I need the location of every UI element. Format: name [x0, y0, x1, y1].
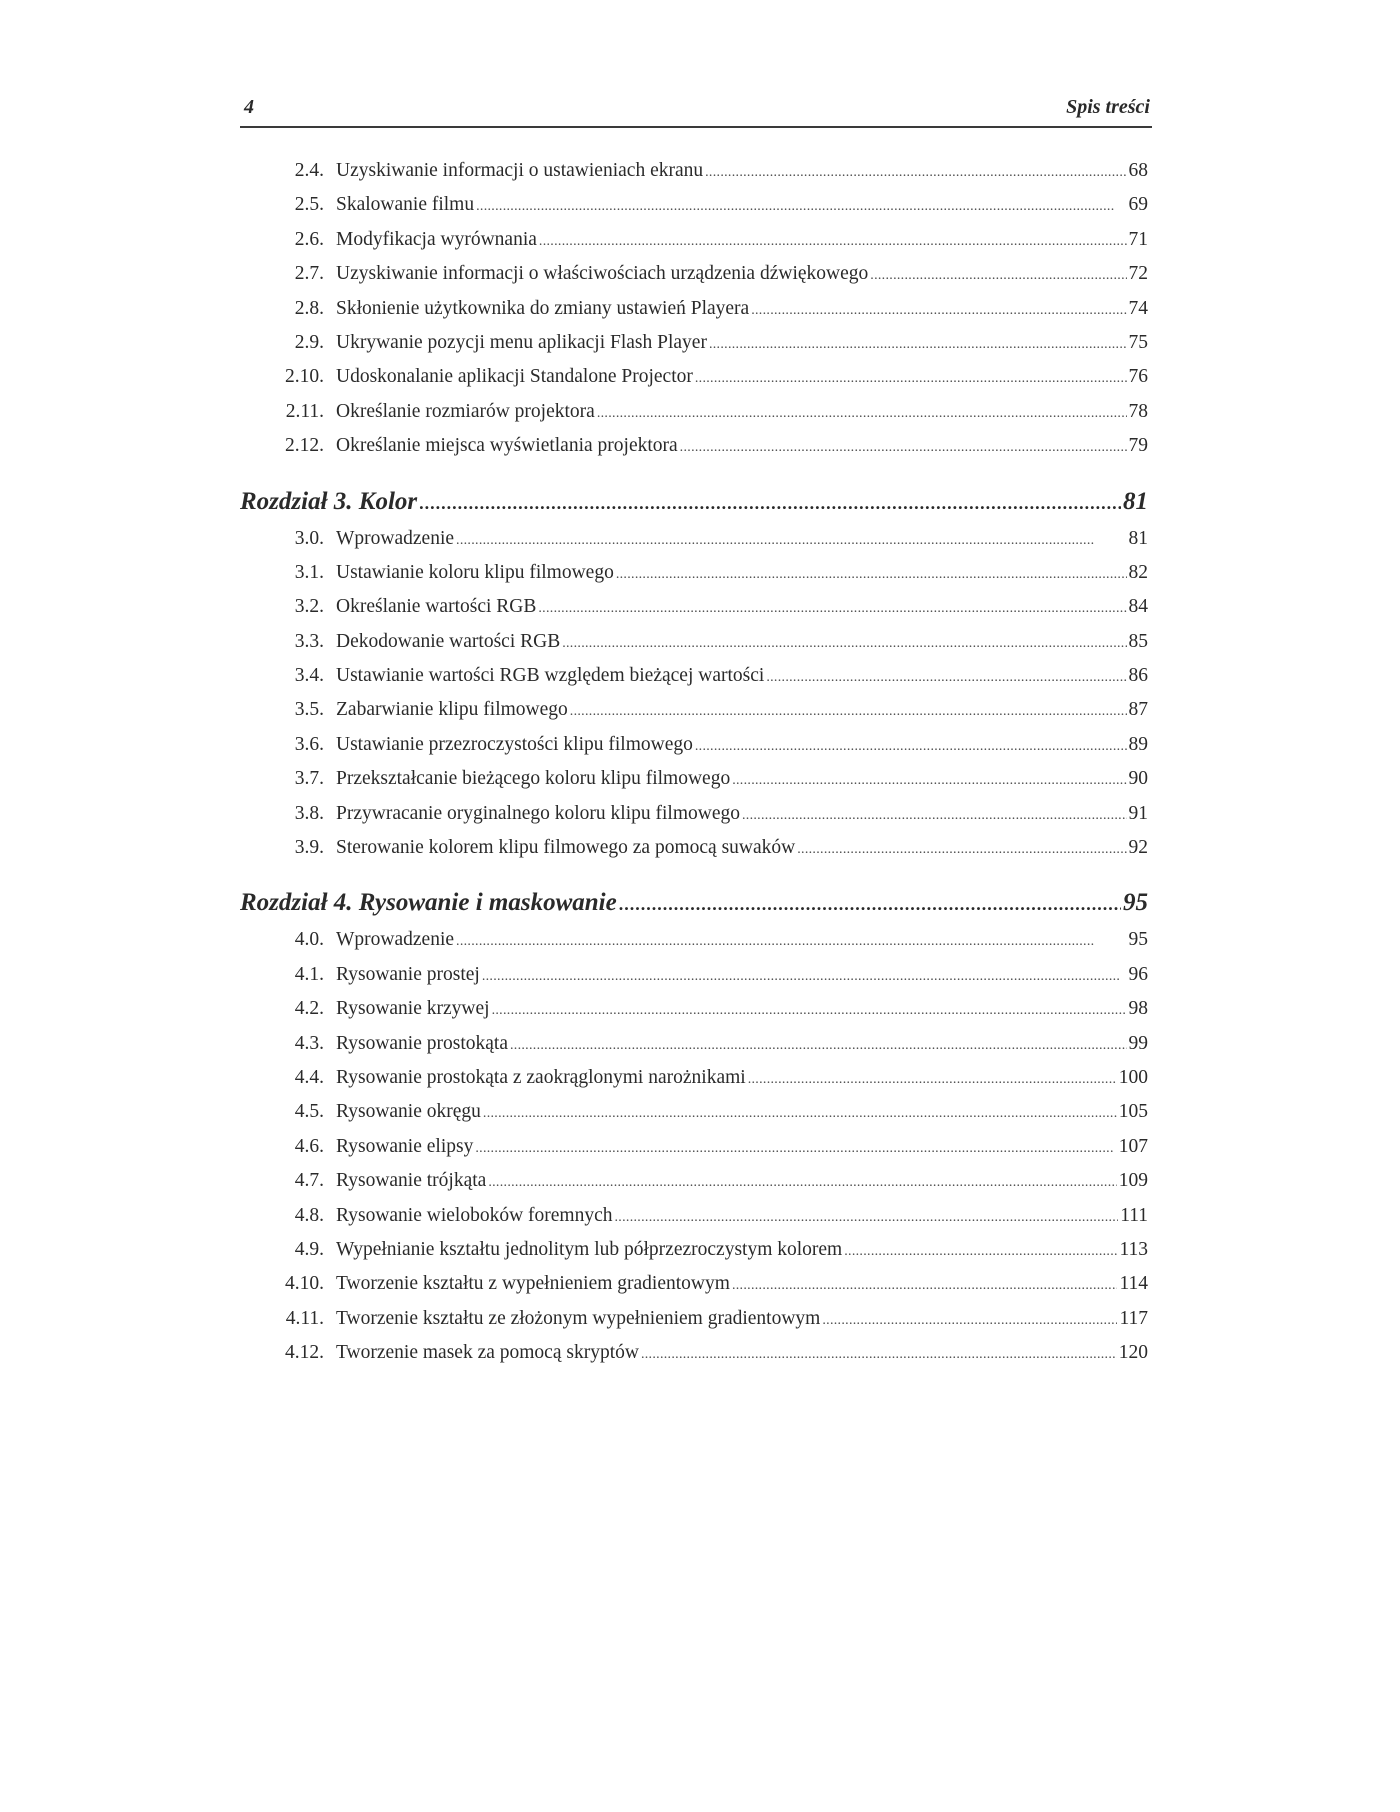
- dot-leader: [456, 533, 1126, 549]
- entry-page-number: 87: [1128, 699, 1148, 721]
- entry-title: Rysowanie trójkąta: [336, 1170, 487, 1192]
- entry-number: 2.6.: [294, 228, 324, 250]
- entry-title: Rysowanie wieloboków foremnych: [336, 1204, 613, 1226]
- toc-entry[interactable]: [240, 1170, 1152, 1204]
- entry-title: Ustawianie koloru klipu filmowego: [336, 561, 614, 583]
- toc-entry[interactable]: [240, 528, 1152, 562]
- entry-page-number: 109: [1118, 1170, 1148, 1192]
- entry-page-number: 99: [1128, 1032, 1148, 1054]
- entry-title: Ustawianie wartości RGB względem bieżącej wartości: [336, 665, 765, 687]
- toc-entry[interactable]: [240, 964, 1152, 998]
- entry-title: Tworzenie kształtu ze złożonym wypełnieniem gradientowym: [336, 1307, 821, 1329]
- entry-title: Przywracanie oryginalnego koloru klipu filmowego: [336, 802, 740, 824]
- entry-title: Skalowanie filmu: [336, 194, 475, 216]
- toc-entry[interactable]: [240, 1101, 1152, 1135]
- entry-title: Modyfikacja wyrównania: [336, 228, 537, 250]
- entry-title: Dekodowanie wartości RGB: [336, 630, 561, 652]
- entry-page-number: 95: [1128, 929, 1148, 951]
- page-header: [240, 96, 1152, 128]
- entry-page-number: 68: [1128, 160, 1148, 181]
- toc-entry[interactable]: [240, 1239, 1152, 1273]
- toc-entry[interactable]: [240, 332, 1152, 366]
- toc-entry[interactable]: [240, 229, 1152, 263]
- dot-leader: [751, 303, 1126, 319]
- dot-leader: [562, 636, 1126, 652]
- running-title: Spis treści: [1066, 96, 1150, 118]
- table-of-contents: [240, 160, 1152, 1377]
- toc-entry[interactable]: [240, 596, 1152, 630]
- dot-leader: [748, 1072, 1117, 1088]
- entry-page-number: 120: [1118, 1342, 1148, 1364]
- toc-entry[interactable]: [240, 1308, 1152, 1342]
- toc-entry[interactable]: [240, 298, 1152, 332]
- toc-entry[interactable]: [240, 768, 1152, 802]
- dot-leader: [538, 601, 1126, 617]
- entry-title: Ukrywanie pozycji menu aplikacji Flash Player: [336, 331, 707, 353]
- toc-entry[interactable]: [240, 837, 1152, 871]
- toc-entry[interactable]: [240, 366, 1152, 400]
- entry-number: 3.1.: [294, 561, 324, 583]
- entry-number: 2.10.: [285, 366, 324, 388]
- toc-entry[interactable]: [240, 194, 1152, 228]
- entry-title: Rysowanie prostokąta z zaokrąglonymi narożnikami: [336, 1066, 746, 1088]
- toc-entry[interactable]: [240, 1273, 1152, 1307]
- chapter-page-number: 95: [1123, 889, 1148, 917]
- entry-number: 2.12.: [285, 435, 324, 457]
- entry-page-number: 82: [1128, 561, 1148, 583]
- entry-page-number: 72: [1128, 263, 1148, 285]
- entry-title: Rysowanie prostokąta: [336, 1032, 508, 1054]
- toc-entry[interactable]: [240, 435, 1152, 469]
- dot-leader: [475, 1141, 1116, 1157]
- entry-number: 3.8.: [294, 802, 324, 824]
- dot-leader: [597, 406, 1127, 422]
- entry-page-number: 74: [1128, 297, 1148, 319]
- entry-number: 2.11.: [285, 400, 324, 422]
- entry-page-number: 84: [1128, 596, 1148, 618]
- dot-leader: [870, 268, 1126, 284]
- entry-page-number: 69: [1128, 194, 1148, 216]
- entry-number: 4.8.: [294, 1204, 324, 1226]
- entry-number: 4.9.: [294, 1238, 324, 1260]
- entry-page-number: 78: [1128, 400, 1148, 422]
- dot-leader: [709, 337, 1127, 353]
- dot-leader: [705, 165, 1126, 181]
- dot-leader: [844, 1244, 1117, 1260]
- entry-title: Uzyskiwanie informacji o ustawieniach ekranu: [336, 160, 704, 181]
- entry-title: Przekształcanie bieżącego koloru klipu filmowego: [336, 768, 731, 790]
- toc-entry[interactable]: [240, 263, 1152, 297]
- chapter-heading[interactable]: [240, 889, 1152, 929]
- chapter-page-number: 81: [1123, 487, 1148, 515]
- toc-entry[interactable]: [240, 1136, 1152, 1170]
- entry-title: Wypełnianie kształtu jednolitym lub półprzezroczystym kolorem: [336, 1238, 843, 1260]
- toc-entry[interactable]: [240, 1342, 1152, 1376]
- entry-number: 4.10.: [285, 1273, 324, 1295]
- entry-page-number: 98: [1128, 998, 1148, 1020]
- dot-leader: [641, 1347, 1117, 1363]
- entry-page-number: 113: [1119, 1238, 1148, 1260]
- chapter-title: Rozdział 3. Kolor: [240, 487, 418, 515]
- entry-number: 4.5.: [294, 1101, 324, 1123]
- entry-title: Rysowanie elipsy: [336, 1135, 474, 1157]
- entry-page-number: 90: [1128, 768, 1148, 790]
- dot-leader: [615, 1210, 1119, 1226]
- entry-page-number: 107: [1118, 1135, 1148, 1157]
- entry-title: Określanie rozmiarów projektora: [336, 400, 595, 422]
- entry-page-number: 111: [1120, 1204, 1148, 1226]
- toc-entry[interactable]: [240, 1067, 1152, 1101]
- dot-leader: [488, 1175, 1116, 1191]
- entry-number: 3.2.: [294, 596, 324, 618]
- toc-entry[interactable]: [240, 734, 1152, 768]
- dot-leader: [482, 969, 1127, 985]
- dot-leader: [492, 1003, 1127, 1019]
- entry-number: 3.5.: [294, 699, 324, 721]
- toc-entry[interactable]: [240, 631, 1152, 665]
- entry-page-number: 71: [1128, 228, 1148, 250]
- entry-number: 3.0.: [294, 527, 324, 549]
- entry-number: 4.6.: [294, 1135, 324, 1157]
- entry-number: 4.4.: [294, 1066, 324, 1088]
- dot-leader: [539, 234, 1127, 250]
- chapter-title: Rozdział 4. Rysowanie i maskowanie: [240, 889, 617, 917]
- entry-title: Ustawianie przezroczystości klipu filmowego: [336, 733, 693, 755]
- entry-number: 4.0.: [294, 929, 324, 951]
- entry-number: 3.4.: [294, 665, 324, 687]
- entry-page-number: 86: [1128, 665, 1148, 687]
- entry-title: Rysowanie krzywej: [336, 998, 490, 1020]
- entry-number: 3.6.: [294, 733, 324, 755]
- entry-title: Określanie wartości RGB: [336, 596, 537, 618]
- dot-leader: [483, 1106, 1117, 1122]
- chapter-heading[interactable]: [240, 488, 1152, 528]
- toc-entry[interactable]: [240, 929, 1152, 963]
- page-number: 4: [244, 96, 254, 118]
- dot-leader: [732, 773, 1126, 789]
- entry-number: 4.1.: [294, 963, 324, 985]
- entry-page-number: 114: [1119, 1273, 1148, 1295]
- entry-page-number: 81: [1128, 527, 1148, 549]
- dot-leader: [456, 934, 1126, 950]
- toc-entry[interactable]: [240, 803, 1152, 837]
- entry-title: Sterowanie kolorem klipu filmowego za pomocą suwaków: [336, 837, 796, 859]
- entry-title: Tworzenie masek za pomocą skryptów: [336, 1342, 639, 1364]
- entry-page-number: 89: [1128, 733, 1148, 755]
- entry-page-number: 100: [1118, 1066, 1148, 1088]
- toc-entry[interactable]: [240, 665, 1152, 699]
- entry-title: Udoskonalanie aplikacji Standalone Projector: [336, 366, 693, 388]
- dot-leader: [619, 894, 1121, 915]
- toc-entry[interactable]: [240, 562, 1152, 596]
- dot-leader: [695, 371, 1127, 387]
- entry-page-number: 75: [1128, 331, 1148, 353]
- dot-leader: [680, 440, 1127, 456]
- entry-number: 2.8.: [294, 297, 324, 319]
- entry-number: 3.9.: [294, 837, 324, 859]
- dot-leader: [742, 808, 1127, 824]
- entry-title: Wprowadzenie: [336, 929, 455, 951]
- entry-title: Zabarwianie klipu filmowego: [336, 699, 568, 721]
- entry-number: 4.7.: [294, 1170, 324, 1192]
- toc-entry[interactable]: [240, 1033, 1152, 1067]
- entry-title: Określanie miejsca wyświetlania projektora: [336, 435, 678, 457]
- entry-number: 4.11.: [285, 1307, 324, 1329]
- entry-number: 3.3.: [294, 630, 324, 652]
- entry-page-number: 105: [1118, 1101, 1148, 1123]
- entry-number: 2.9.: [294, 331, 324, 353]
- dot-leader: [570, 704, 1127, 720]
- entry-number: 3.7.: [294, 768, 324, 790]
- entry-page-number: 92: [1128, 837, 1148, 859]
- entry-page-number: 91: [1128, 802, 1148, 824]
- dot-leader: [476, 199, 1126, 215]
- dot-leader: [419, 493, 1121, 514]
- entry-page-number: 117: [1119, 1307, 1148, 1329]
- toc-entry[interactable]: [240, 699, 1152, 733]
- entry-title: Uzyskiwanie informacji o właściwościach urządzenia dźwiękowego: [336, 263, 869, 285]
- entry-title: Rysowanie okręgu: [336, 1101, 481, 1123]
- dot-leader: [732, 1278, 1118, 1294]
- dot-leader: [822, 1313, 1117, 1329]
- entry-title: Wprowadzenie: [336, 527, 455, 549]
- entry-page-number: 79: [1128, 435, 1148, 457]
- entry-number: 4.2.: [294, 998, 324, 1020]
- dot-leader: [766, 670, 1126, 686]
- toc-entry[interactable]: [240, 401, 1152, 435]
- dot-leader: [510, 1038, 1127, 1054]
- dot-leader: [797, 842, 1126, 858]
- entry-number: 4.3.: [294, 1032, 324, 1054]
- entry-title: Tworzenie kształtu z wypełnieniem gradientowym: [336, 1273, 730, 1295]
- dot-leader: [695, 739, 1127, 755]
- entry-number: 2.4.: [294, 160, 324, 181]
- entry-page-number: 96: [1128, 963, 1148, 985]
- dot-leader: [616, 567, 1127, 583]
- toc-entry[interactable]: [240, 998, 1152, 1032]
- entry-number: 2.7.: [294, 263, 324, 285]
- toc-entry[interactable]: [240, 160, 1152, 194]
- toc-entry[interactable]: [240, 1205, 1152, 1239]
- entry-page-number: 85: [1128, 630, 1148, 652]
- entry-number: 2.5.: [294, 194, 324, 216]
- entry-title: Skłonienie użytkownika do zmiany ustawień Playera: [336, 297, 750, 319]
- entry-title: Rysowanie prostej: [336, 963, 480, 985]
- entry-page-number: 76: [1128, 366, 1148, 388]
- entry-number: 4.12.: [285, 1342, 324, 1364]
